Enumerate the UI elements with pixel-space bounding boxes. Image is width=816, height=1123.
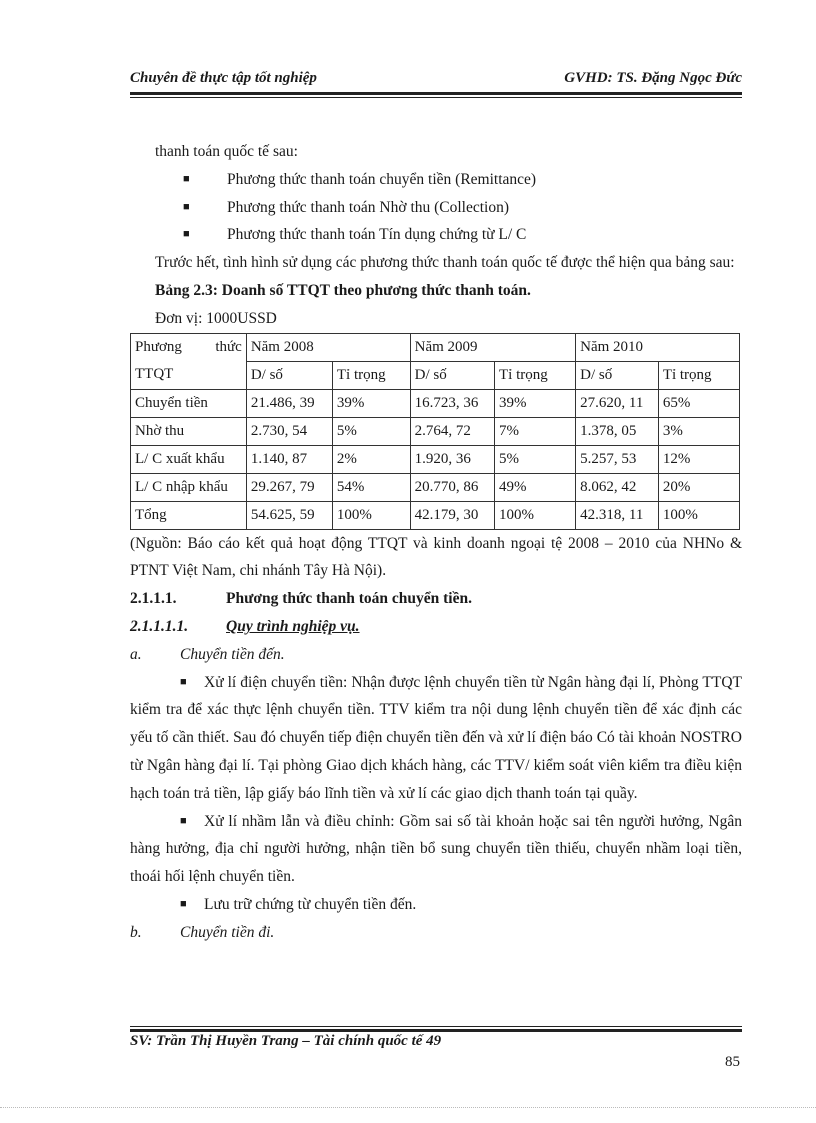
bullet-square-icon: ■ [183, 200, 190, 213]
column-header: D/ số [410, 361, 494, 389]
ttqt-revenue-table [130, 333, 740, 530]
bullet-square-icon: ■ [180, 814, 187, 827]
table-row [131, 473, 740, 501]
table-cell: 1.920, 36 [410, 445, 494, 473]
table-cell: 8.062, 42 [576, 473, 659, 501]
row-label: L/ C xuất khẩu [131, 445, 247, 473]
table-cell: 20.770, 86 [410, 473, 494, 501]
page-header [130, 70, 742, 90]
bullet-square-icon: ■ [180, 675, 187, 688]
page-footer: SV: Trần Thị Huyền Trang – Tài chính quốc tế 49 [130, 1033, 442, 1049]
page-edge [0, 1107, 816, 1108]
year-header: Năm 2009 [410, 333, 576, 361]
table-cell: 27.620, 11 [576, 389, 659, 417]
year-header: Năm 2010 [576, 333, 740, 361]
header-rule-thin [130, 97, 742, 98]
table-cell: 100% [332, 501, 410, 529]
table-cell: 5.257, 53 [576, 445, 659, 473]
table-cell: 39% [332, 389, 410, 417]
bullet-paragraph: ■ Xử lí điện chuyển tiền: Nhận được lệnh chuyển tiền từ Ngân hàng đại lí, Phòng TTQT kiểm tra để xác thực lệnh chuyển tiền. TTV kiểm tra nội dung lệnh chuyển tiền để xác định các yếu tố cần thiết. Sau đó chuyển tiếp điện chuyển tiền đến và xử lí điện báo Có tài khoản NOSTRO từ Ngân hàng đại lí. Tại phòng Giao dịch khách hàng, các TTV/ kiểm soát viên kiểm tra điều kiện hạch toán trả tiền, lập giấy báo lĩnh tiền và xử lí các giao dịch thanh toán tại quầy. [130, 669, 742, 808]
table-cell: 1.378, 05 [576, 417, 659, 445]
row-label: L/ C nhập khẩu [131, 473, 247, 501]
source-note: (Nguồn: Báo cáo kết quả hoạt động TTQT và kinh doanh ngoại tệ 2008 – 2010 của NHNo & PTNT Việt Nam, chi nhánh Tây Hà Nội). [130, 534, 742, 580]
header-rule-thick [130, 92, 742, 95]
table-cell: 100% [495, 501, 576, 529]
bullet-paragraph: ■ Xử lí nhầm lẫn và điều chỉnh: Gồm sai số tài khoản hoặc sai tên người hưởng, Ngân hàng hưởng, địa chỉ người hưởng, nhận tiền bổ sung chuyển tiền thiếu, chuyển nhầm loại tiền, thoái hối lệnh chuyển tiền. [130, 808, 742, 891]
subsection-a: a. Chuyển tiền đến. [130, 645, 285, 663]
method-item: ■ Phương thức thanh toán Tín dụng chứng từ L/ C [130, 221, 742, 249]
footer-rule-thick [130, 1029, 742, 1032]
table-cell: 21.486, 39 [246, 389, 332, 417]
row-label: Tổng [131, 501, 247, 529]
section-heading-2-1-1-1: 2.1.1.1. Phương thức thanh toán chuyển tiền. [130, 590, 472, 608]
table-cell: 7% [495, 417, 576, 445]
table-cell: 54.625, 59 [246, 501, 332, 529]
page-number: 85 [725, 1054, 740, 1070]
table-total-row [131, 501, 740, 529]
table-header-row [131, 333, 740, 361]
table-cell: 20% [658, 473, 739, 501]
method-item: ■ Phương thức thanh toán chuyển tiền (Remittance) [130, 166, 742, 194]
table-cell: 2.730, 54 [246, 417, 332, 445]
column-header: Tỉ trọng [332, 361, 410, 389]
column-header: D/ số [576, 361, 659, 389]
table-cell: 2% [332, 445, 410, 473]
row-label: Nhờ thu [131, 417, 247, 445]
bullet-square-icon: ■ [183, 228, 190, 241]
usage-paragraph: Trước hết, tình hình sử dụng các phương thức thanh toán quốc tế được thể hiện qua bảng sau: [155, 254, 735, 272]
table-cell: 2.764, 72 [410, 417, 494, 445]
method-item: ■ Phương thức thanh toán Nhờ thu (Collection) [130, 194, 742, 222]
header-thesis-title: Chuyên đề thực tập tốt nghiệp [130, 70, 317, 86]
table-cell: 1.140, 87 [246, 445, 332, 473]
table-cell: 5% [332, 417, 410, 445]
intro-line: thanh toán quốc tế sau: [155, 143, 298, 160]
bullet-paragraph: ■ Lưu trữ chứng từ chuyển tiền đến. [130, 891, 742, 919]
row-label: Chuyển tiền [131, 389, 247, 417]
table-cell: 29.267, 79 [246, 473, 332, 501]
table-cell: 49% [495, 473, 576, 501]
table-row [131, 417, 740, 445]
bullet-square-icon: ■ [180, 897, 187, 910]
table-cell: 42.179, 30 [410, 501, 494, 529]
table-cell: 5% [495, 445, 576, 473]
subsection-b: b. Chuyển tiền đi. [130, 923, 275, 941]
table-cell: 54% [332, 473, 410, 501]
table-cell: 39% [495, 389, 576, 417]
table-cell: 65% [658, 389, 739, 417]
page-body [130, 138, 742, 947]
table-cell: 12% [658, 445, 739, 473]
table-cell: 100% [658, 501, 739, 529]
header-supervisor: GVHD: TS. Đặng Ngọc Đức [564, 70, 742, 86]
column-header: Tỉ trọng [495, 361, 576, 389]
section-heading-2-1-1-1-1: 2.1.1.1.1. Quy trình nghiệp vụ. [130, 617, 360, 635]
column-header: D/ số [246, 361, 332, 389]
table-cell: 16.723, 36 [410, 389, 494, 417]
year-header: Năm 2008 [246, 333, 410, 361]
table-cell: 42.318, 11 [576, 501, 659, 529]
column-header: Tỉ trọng [658, 361, 739, 389]
footer-rule-thin [130, 1026, 742, 1027]
table-caption: Bảng 2.3: Doanh số TTQT theo phương thức thanh toán. [155, 281, 531, 299]
table-row [131, 389, 740, 417]
table-unit: Đơn vị: 1000USSD [155, 309, 277, 327]
bullet-square-icon: ■ [183, 172, 190, 185]
table-corner-cell: Phương thức TTQT [131, 333, 247, 389]
table-row [131, 445, 740, 473]
table-cell: 3% [658, 417, 739, 445]
